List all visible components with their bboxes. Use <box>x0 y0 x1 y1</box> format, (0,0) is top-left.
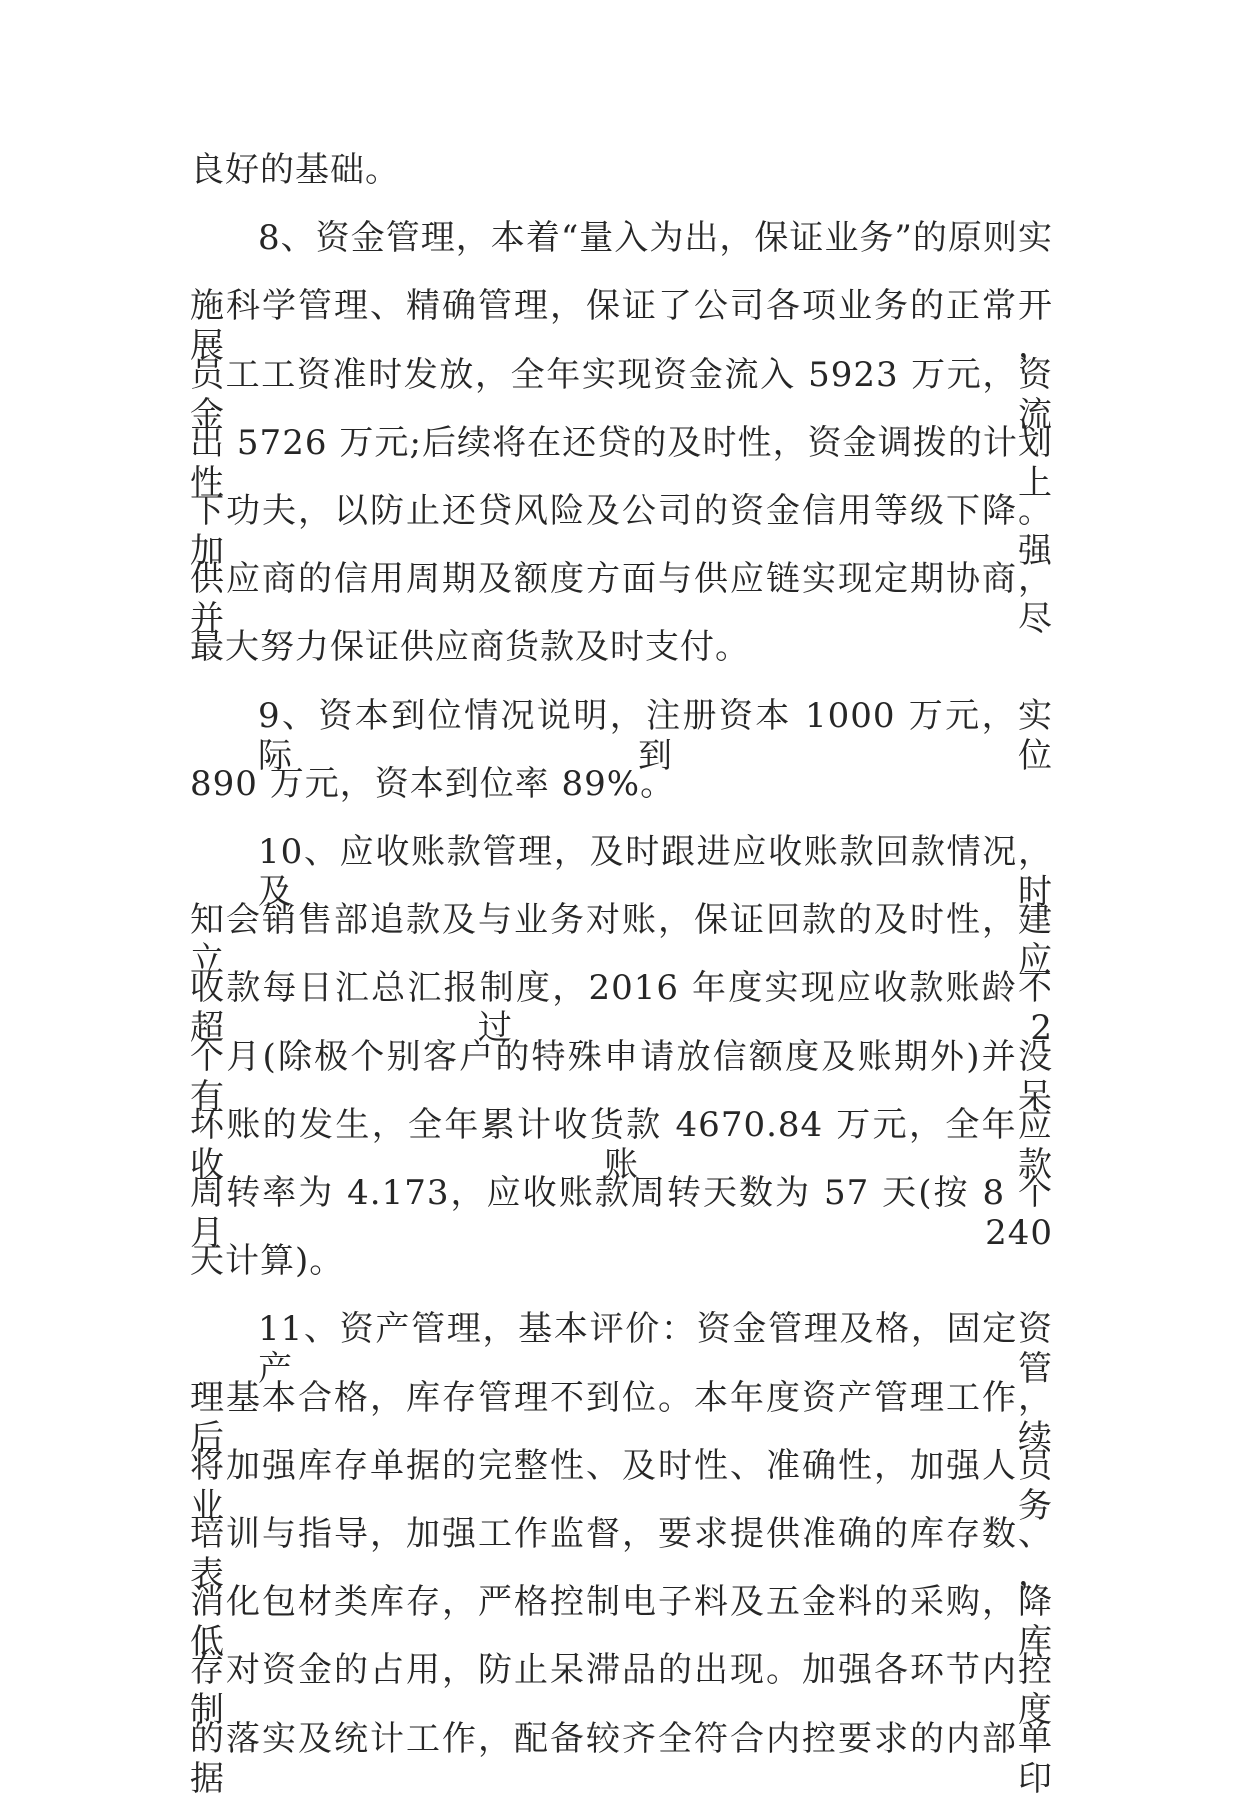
paragraph-10-line: 知会销售部追款及与业务对账，保证回款的及时性，建立应 <box>190 900 1053 981</box>
paragraph-8-line: 下功夫，以防止还贷风险及公司的资金信用等级下降。加强 <box>190 491 1053 571</box>
paragraph-8-line: 8、资金管理，本着“量入为出，保证业务”的原则实 <box>258 218 1053 259</box>
paragraph-11-line: 将加强库存单据的完整性、及时性、准确性，加强人员业务 <box>190 1445 1053 1526</box>
paragraph-10-line: 天计算)。 <box>190 1241 345 1282</box>
paragraph-8-line: 员工工资准时发放，全年实现资金流入 5923 万元，资金流 <box>190 354 1053 435</box>
paragraph-11-line: 11、资产管理，基本评价：资金管理及格，固定资产管 <box>258 1309 1053 1390</box>
paragraph-11-line: 培训与指导，加强工作监督，要求提供准确的库存数、表， <box>190 1514 1053 1594</box>
paragraph-8-line: 出 5726 万元;后续将在还贷的及时性，资金调拨的计划性上 <box>190 422 1053 503</box>
paragraph-10-line: 周转率为 4.173，应收账款周转天数为 57 天(按 8 个月 240 <box>190 1173 1053 1253</box>
paragraph-11-line: 理基本合格，库存管理不到位。本年度资产管理工作，后续 <box>190 1377 1053 1458</box>
paragraph-11-line: 消化包材类库存，严格控制电子料及五金料的采购，降低库 <box>190 1582 1053 1663</box>
paragraph-9-line: 9、资本到位情况说明，注册资本 1000 万元，实际到位 <box>258 695 1053 776</box>
paragraph-10-line: 坏账的发生，全年累计收货款 4670.84 万元，全年应收账款 <box>190 1104 1053 1185</box>
paragraph-8-line: 施科学管理、精确管理，保证了公司各项业务的正常开展， <box>190 286 1053 367</box>
paragraph-10-line: 收款每日汇总汇报制度，2016 年度实现应收款账龄不超过 2 <box>190 968 1053 1049</box>
paragraph-8-line: 最大努力保证供应商货款及时支付。 <box>190 627 750 668</box>
paragraph-10-line: 个月(除极个别客户的特殊申请放信额度及账期外)并没有呆 <box>190 1036 1053 1117</box>
paragraph-11-line: 存对资金的占用，防止呆滞品的出现。加强各环节内控制度 <box>190 1650 1053 1731</box>
paragraph-11-line: 的落实及统计工作，配备较齐全符合内控要求的内部单据印 <box>190 1718 1053 1799</box>
paragraph-8-line: 供应商的信用周期及额度方面与供应链实现定期协商，并尽 <box>190 559 1053 640</box>
text-line: 良好的基础。 <box>190 150 400 190</box>
paragraph-10-line: 10、应收账款管理，及时跟进应收账款回款情况，及时 <box>258 832 1053 912</box>
paragraph-9-line: 890 万元，资本到位率 89%。 <box>190 763 676 804</box>
